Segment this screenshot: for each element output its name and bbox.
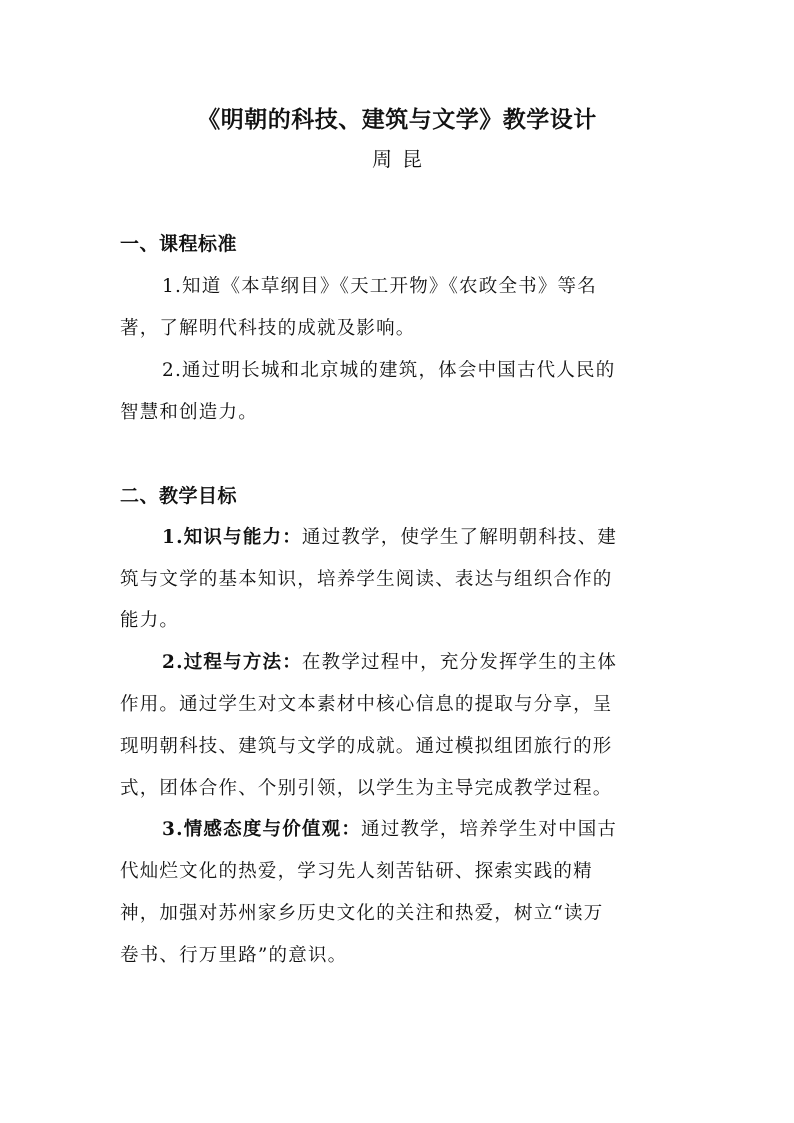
section-heading-teaching-objectives: 二、教学目标 <box>120 485 238 507</box>
objective-1-line-3: 能力。 <box>120 610 180 631</box>
objective-2-line-1 <box>162 648 660 674</box>
curriculum-item-2-line-1: 2.通过明长城和北京城的建筑，体会中国古代人民的 <box>162 360 616 381</box>
curriculum-item-2-line-2: 智慧和创造力。 <box>120 402 258 423</box>
objective-1-line-2: 筑与文学的基本知识，培养学生阅读、表达与组织合作的 <box>120 569 613 590</box>
objective-2-label: 2.过程与方法： <box>162 652 302 673</box>
objective-2-text: 在教学过程中，充分发挥学生的主体 <box>301 652 618 673</box>
objective-2-line-2: 作用。通过学生对文本素材中核心信息的提取与分享，呈 <box>120 694 613 715</box>
objective-1-text: 通过教学，使学生了解明朝科技、建 <box>301 527 618 548</box>
curriculum-item-1-line-1: 1.知道《本草纲目》《天工开物》《农政全书》等名 <box>162 276 597 297</box>
objective-3-line-3: 神，加强对苏州家乡历史文化的关注和热爱，树立“读万 <box>120 903 604 924</box>
objective-3-line-4: 卷书、行万里路”的意识。 <box>120 945 348 966</box>
objective-3-label: 3.情感态度与价值观： <box>162 819 362 840</box>
objective-3-line-2: 代灿烂文化的热爱，学习先人刻苦钻研、探索实践的精 <box>120 861 593 882</box>
author-name: 周昆 <box>372 147 432 171</box>
document-title: 《明朝的科技、建筑与文学》教学设计 <box>197 106 597 133</box>
objective-1-line-1 <box>162 523 660 549</box>
objective-1-label: 1.知识与能力： <box>162 527 302 548</box>
objective-3-line-1 <box>162 815 660 841</box>
curriculum-item-1-line-2: 著，了解明代科技的成就及影响。 <box>120 318 416 339</box>
objective-2-line-3: 现明朝科技、建筑与文学的成就。通过模拟组团旅行的形 <box>120 736 613 757</box>
section-heading-curriculum-standards: 一、课程标准 <box>120 233 238 255</box>
objective-3-text: 通过教学，培养学生对中国古 <box>361 819 618 840</box>
objective-2-line-4: 式，团体合作、个别引领，以学生为主导完成教学过程。 <box>120 778 613 799</box>
